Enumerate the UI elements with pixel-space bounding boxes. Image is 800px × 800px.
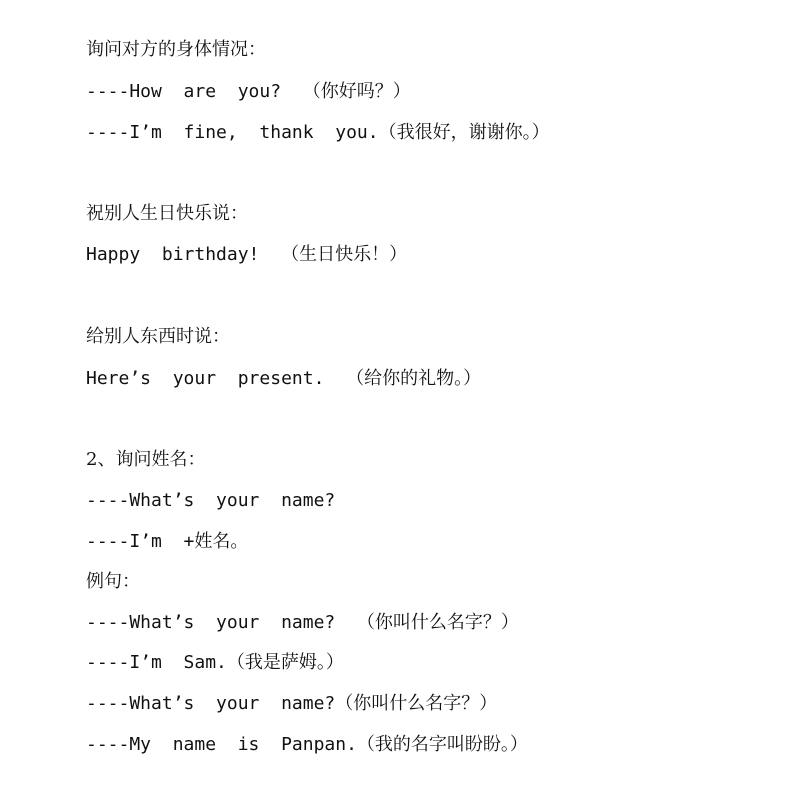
example-line-whats-your-name-1: ----What’s your name? （你叫什么名字？） bbox=[86, 612, 519, 633]
section-heading-name: 2、询问姓名： bbox=[86, 449, 206, 470]
phrase-happy-birthday: Happy birthday! （生日快乐！） bbox=[86, 244, 408, 265]
example-line-my-name-is-panpan: ----My name is Panpan.（我的名字叫盼盼。） bbox=[86, 734, 528, 755]
example-label: 例句： bbox=[86, 571, 140, 592]
example-line-im-sam: ----I’m Sam.（我是萨姆。） bbox=[86, 652, 344, 673]
section-heading-giving: 给别人东西时说： bbox=[86, 326, 230, 347]
dialogue-line-im-fine: ----I’m fine, thank you.（我很好，谢谢你。） bbox=[86, 122, 550, 143]
phrase-heres-your-present: Here’s your present. （给你的礼物。） bbox=[86, 368, 482, 389]
section-heading-health: 询问对方的身体情况： bbox=[86, 39, 266, 60]
section-heading-birthday: 祝别人生日快乐说： bbox=[86, 203, 248, 224]
dialogue-line-im-name: ----I’m +姓名。 bbox=[86, 531, 249, 552]
dialogue-line-how-are-you: ----How are you? （你好吗？） bbox=[86, 81, 411, 102]
example-line-whats-your-name-2: ----What’s your name?（你叫什么名字？） bbox=[86, 693, 498, 714]
dialogue-line-whats-your-name: ----What’s your name? bbox=[86, 490, 336, 511]
